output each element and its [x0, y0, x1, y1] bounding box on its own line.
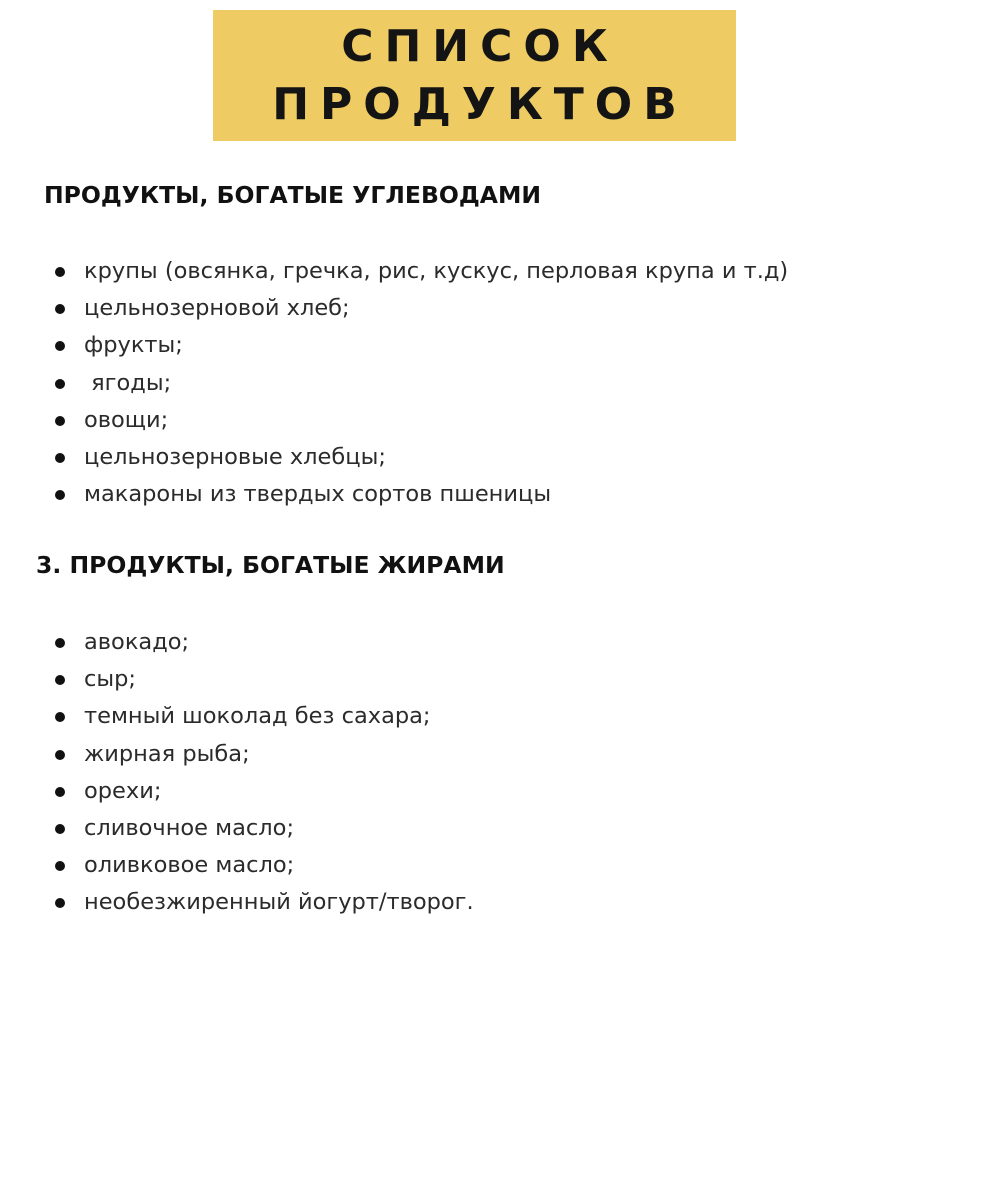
list-item-text: овощи;	[84, 406, 169, 433]
section-heading-carbs: ПРОДУКТЫ, БОГАТЫЕ УГЛЕВОДАМИ	[44, 181, 541, 209]
bullet-icon	[55, 638, 65, 648]
list-item	[0, 365, 788, 402]
bullet-icon	[55, 379, 65, 389]
list-item	[0, 439, 788, 476]
list-item-text: макароны из твердых сортов пшеницы	[84, 481, 552, 508]
list-item-text: темный шоколад без сахара;	[84, 703, 431, 730]
list-item-text: ягоды;	[84, 369, 172, 396]
title-line-2: ПРОДУКТОВ	[272, 78, 688, 130]
list-item	[0, 290, 788, 327]
section-heading-fats: 3. ПРОДУКТЫ, БОГАТЫЕ ЖИРАМИ	[36, 551, 505, 579]
list-item	[0, 884, 474, 921]
list-item	[0, 661, 474, 698]
list-item-text: фрукты;	[84, 332, 183, 359]
bullet-icon	[55, 416, 65, 426]
bullet-icon	[55, 861, 65, 871]
list-item	[0, 253, 788, 290]
bullet-icon	[55, 787, 65, 797]
carbs-list	[0, 253, 788, 513]
list-item-text: орехи;	[84, 777, 162, 804]
title-line-1: СПИСОК	[341, 20, 619, 72]
list-item	[0, 773, 474, 810]
list-item-text: крупы (овсянка, гречка, рис, кускус, перловая крупа и т.д)	[84, 258, 789, 284]
list-item-text: необезжиренный йогурт/творог.	[84, 889, 474, 916]
list-item	[0, 698, 474, 735]
list-item-text: жирная рыба;	[84, 740, 250, 767]
list-item	[0, 736, 474, 773]
bullet-icon	[55, 675, 65, 685]
list-item-text: цельнозерновые хлебцы;	[84, 443, 386, 470]
bullet-icon	[55, 267, 65, 277]
bullet-icon	[55, 824, 65, 834]
fats-list	[0, 624, 474, 922]
list-item	[0, 810, 474, 847]
list-item	[0, 624, 474, 661]
bullet-icon	[55, 341, 65, 351]
bullet-icon	[55, 712, 65, 722]
list-item	[0, 402, 788, 439]
title-banner	[213, 10, 736, 141]
list-item-text: авокадо;	[84, 629, 190, 655]
bullet-icon	[55, 750, 65, 760]
list-item	[0, 327, 788, 364]
bullet-icon	[55, 898, 65, 908]
bullet-icon	[55, 453, 65, 463]
list-item-text: цельнозерновой хлеб;	[84, 295, 350, 322]
list-item-text: сыр;	[84, 666, 136, 693]
list-item	[0, 476, 788, 513]
bullet-icon	[55, 304, 65, 314]
bullet-icon	[55, 490, 65, 500]
list-item-text: сливочное масло;	[84, 814, 295, 841]
list-item-text: оливковое масло;	[84, 852, 295, 879]
list-item	[0, 847, 474, 884]
